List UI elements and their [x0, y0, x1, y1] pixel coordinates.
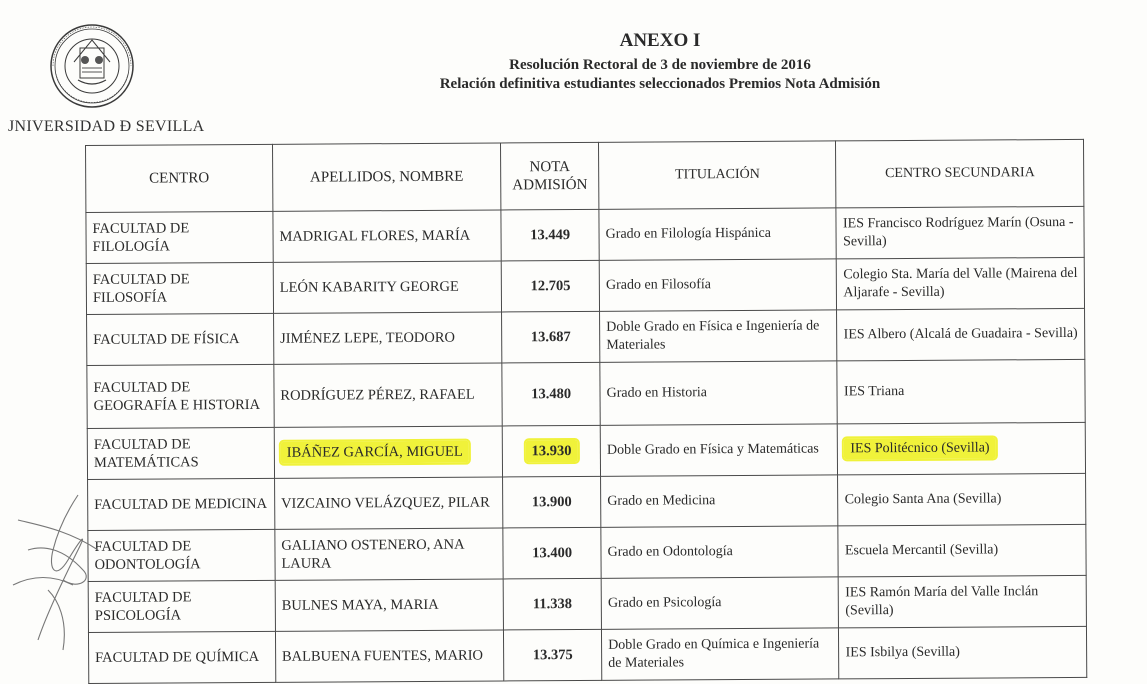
table-row: [88, 524, 1086, 581]
col-header-nota: [501, 142, 599, 210]
table-row-highlighted: [87, 422, 1085, 479]
cell-centro: FACULTAD DE ODONTOLOGÍA: [88, 529, 275, 581]
cell-nombre: GALIANO OSTENERO, ANA LAURA: [275, 528, 504, 580]
table-row: [87, 359, 1085, 428]
table-row: [88, 473, 1086, 530]
university-seal-logo: [42, 22, 142, 110]
table-row: [87, 308, 1085, 365]
table-row: [86, 257, 1084, 314]
cell-titulacion: Grado en Historia: [600, 361, 838, 425]
cell-centro: FACULTAD DE MATEMÁTICAS: [87, 427, 274, 479]
cell-secundaria: Colegio Sta. María del Valle (Mairena del Aljarafe - Sevilla): [837, 257, 1085, 310]
cell-titulacion: Grado en Psicología: [601, 577, 839, 629]
cell-secundaria: IES Francisco Rodríguez Marín (Osuna - Sevilla): [836, 206, 1084, 259]
cell-titulacion: Doble Grado en Física y Matemáticas: [600, 424, 838, 476]
cell-titulacion: Grado en Odontología: [601, 526, 839, 578]
annex-title: ANEXO I: [619, 30, 701, 51]
document-subtitle: Relación definitiva estudiantes seleccionados Premios Nota Admisión: [439, 76, 881, 92]
col-header-titulacion: TITULACIÓN: [599, 141, 837, 209]
cell-nombre: BALBUENA FUENTES, MARIO: [275, 630, 504, 682]
cell-titulacion: Grado en Medicina: [601, 475, 839, 527]
cell-nombre: BULNES MAYA, MARIA: [275, 579, 504, 631]
cell-centro: FACULTAD DE GEOGRAFÍA E HISTORIA: [87, 364, 274, 428]
cell-centro: FACULTAD DE PSICOLOGÍA: [88, 580, 275, 632]
table-row: [88, 626, 1086, 683]
cell-nombre: [274, 426, 503, 478]
cell-secundaria: IES Ramón María del Valle Inclán (Sevilla): [839, 575, 1087, 628]
handwritten-signature: [8, 490, 118, 660]
cell-centro: FACULTAD DE QUÍMICA: [88, 631, 275, 683]
highlighted-name: IBÁÑEZ GARCÍA, MIGUEL: [281, 441, 469, 464]
table-header-row: [86, 139, 1084, 212]
cell-nombre: VIZCAINO VELÁZQUEZ, PILAR: [274, 477, 503, 529]
table-row: [88, 575, 1086, 632]
cell-nota: 12.705: [501, 260, 599, 312]
resolution-line: Resolución Rectoral de 3 de noviembre de 2016: [509, 57, 811, 73]
cell-secundaria: [838, 422, 1086, 475]
cell-nota: 11.338: [503, 578, 601, 630]
cell-nombre: MADRIGAL FLORES, MARÍA: [273, 210, 502, 262]
cell-centro: FACULTAD DE FILOLOGÍA: [86, 211, 273, 263]
highlighted-secundaria: IES Politécnico (Sevilla): [844, 437, 995, 459]
cell-centro: FACULTAD DE FÍSICA: [87, 313, 274, 365]
cell-secundaria: Escuela Mercantil (Sevilla): [838, 524, 1086, 577]
cell-titulacion: Doble Grado en Física e Ingeniería de Materiales: [600, 310, 838, 362]
table-row: [86, 206, 1084, 263]
col-header-nota-label: NOTA ADMISIÓN: [512, 159, 588, 194]
cell-nota: 13.400: [503, 527, 601, 579]
cell-nota: 13.375: [504, 629, 602, 681]
highlighted-nota: 13.930: [525, 440, 577, 462]
cell-titulacion: Grado en Filosofía: [599, 259, 837, 311]
university-name: JNIVERSIDAD Ð SEVILLA: [8, 118, 205, 135]
cell-secundaria: IES Albero (Alcalá de Guadaira - Sevilla): [837, 308, 1085, 361]
awards-table: [85, 139, 1087, 684]
cell-nota: 13.900: [503, 476, 601, 528]
cell-secundaria: IES Triana: [837, 359, 1085, 424]
cell-nombre: JIMÉNEZ LEPE, TEODORO: [273, 312, 502, 364]
cell-secundaria: IES Isbilya (Sevilla): [839, 626, 1087, 679]
cell-secundaria: Colegio Santa Ana (Sevilla): [838, 473, 1086, 526]
cell-nombre: LEÓN KABARITY GEORGE: [273, 261, 502, 313]
cell-nota: [502, 425, 600, 477]
cell-titulacion: Grado en Filología Hispánica: [599, 208, 837, 260]
col-header-centro: CENTRO: [86, 144, 273, 212]
col-header-secundaria: CENTRO SECUNDARIA: [836, 139, 1084, 208]
cell-nombre: RODRÍGUEZ PÉREZ, RAFAEL: [274, 363, 503, 427]
cell-nota: 13.449: [501, 209, 599, 261]
cell-nota: 13.480: [502, 362, 600, 426]
col-header-nombre: APELLIDOS, NOMBRE: [272, 143, 501, 211]
cell-titulacion: Doble Grado en Química e Ingeniería de Materiales: [602, 628, 840, 680]
document-header: [380, 30, 940, 94]
cell-centro: FACULTAD DE MEDICINA: [88, 478, 275, 530]
cell-nota: 13.687: [502, 311, 600, 363]
cell-centro: FACULTAD DE FILOSOFÍA: [86, 262, 273, 314]
